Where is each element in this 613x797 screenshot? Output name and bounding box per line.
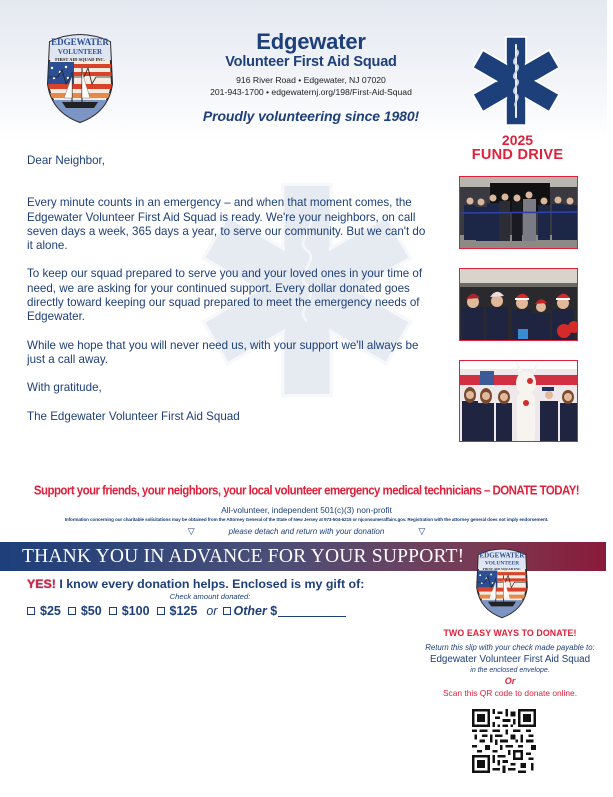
- closing: With gratitude,: [27, 381, 102, 395]
- letter-body: [27, 154, 432, 424]
- svg-text:FIRST AID SQUAD INC.: FIRST AID SQUAD INC.: [55, 57, 105, 62]
- donate-ways-title: TWO EASY WAYS TO DONATE!: [443, 628, 577, 638]
- scan-instructions: Scan this QR code to donate online.: [442, 688, 578, 698]
- star-of-life-icon: [470, 35, 562, 132]
- photo-mascot-group: [459, 360, 578, 442]
- banner-text: THANK YOU IN ADVANCE FOR YOUR SUPPORT!: [22, 546, 465, 567]
- org-subtitle: Volunteer First Aid Squad: [225, 54, 397, 70]
- greeting: Dear Neighbor,: [27, 154, 105, 167]
- triangle-down-icon: ▽: [418, 526, 426, 536]
- svg-text:VOLUNTEER: VOLUNTEER: [57, 48, 103, 56]
- envelope-note: in the enclosed envelope.: [470, 667, 550, 674]
- return-instructions: Return this slip with your check made payable to:: [425, 643, 595, 652]
- amount-option-other[interactable]: Other $: [223, 604, 277, 618]
- svg-text:EDGEWATER: EDGEWATER: [479, 551, 525, 560]
- checkbox[interactable]: [27, 607, 35, 615]
- donation-amount-options: [27, 604, 346, 618]
- fund-drive-title: [455, 133, 580, 163]
- amount-option-100[interactable]: $100: [109, 604, 150, 618]
- pledge-text: I know every donation helps. Enclosed is my gift of:: [55, 577, 365, 591]
- checkbox[interactable]: [157, 607, 165, 615]
- signature: The Edgewater Volunteer First Aid Squad: [27, 409, 240, 423]
- detach-instructions: [0, 526, 613, 537]
- photo-ribbon-cutting: [459, 176, 578, 249]
- checkbox[interactable]: [68, 607, 76, 615]
- address: 916 River Road • Edgewater, NJ 07020: [236, 75, 386, 85]
- letter-paragraph: Every minute counts in an emergency – and when that moment comes, the Edgewater Volunteer First Aid Squad is ready. We're your neighbors, on call seven days a week, 365 days a year, to serve our community. But we can't do it alone.: [27, 196, 426, 253]
- svg-text:FIRST AID SQUAD INC.: FIRST AID SQUAD INC.: [482, 566, 522, 571]
- tagline: Proudly volunteering since 1980!: [202, 108, 420, 124]
- yes-label: YES!: [27, 577, 56, 591]
- fund-drive-label: FUND DRIVE: [471, 147, 564, 163]
- nonprofit-status: All-volunteer, independent 501(c)(3) non-profit: [221, 505, 392, 515]
- svg-text:VOLUNTEER: VOLUNTEER: [484, 560, 520, 567]
- svg-text:EDGEWATER: EDGEWATER: [51, 37, 109, 47]
- check-amount-label: Check amount donated:: [169, 592, 251, 601]
- amount-option-125[interactable]: $125: [157, 604, 198, 618]
- payee-name: Edgewater Volunteer First Aid Squad: [429, 654, 591, 665]
- detach-text: please detach and return with your donation: [228, 527, 385, 536]
- fund-drive-year: 2025: [501, 132, 534, 148]
- amount-option-50[interactable]: $50: [68, 604, 102, 618]
- legal-disclaimer: Information concerning our charitable solicitations may be obtained from the Attorney General of the State of New Jersey at 973-504-6215 or njconsumeraffairs.gov. Registration with the attorney general does not imply endorsement.: [64, 517, 549, 522]
- squad-badge-logo-small: [474, 547, 530, 619]
- triangle-down-icon: ▽: [187, 526, 195, 536]
- header-center: [180, 30, 442, 124]
- letter-paragraph: To keep our squad prepared to serve you and your loved ones in your time of need, we are asking for your continued support. Every dollar donated goes directly toward keeping our squad prepared to meet the emergency needs of Edgewater.: [27, 267, 423, 324]
- checkbox[interactable]: [109, 607, 117, 615]
- appeal-headline: Support your friends, your neighbors, your local volunteer emergency medical technicians – DONATE TODAY!: [33, 484, 580, 498]
- squad-badge-logo: [44, 32, 116, 124]
- org-name: Edgewater: [256, 29, 366, 54]
- contact-line: 201-943-1700 • edgewaternj.org/198/First-Aid-Squad: [210, 87, 412, 97]
- other-amount-field[interactable]: [278, 605, 346, 617]
- page-right-edge: [607, 0, 613, 797]
- photo-holiday-group: [459, 268, 578, 341]
- or-divider: Or: [504, 676, 516, 686]
- donation-qr-code[interactable]: [472, 709, 536, 773]
- amount-option-25[interactable]: $25: [27, 604, 61, 618]
- letter-paragraph: While we hope that you will never need us, with your support we'll always be just a call away.: [27, 338, 419, 366]
- or-label: or: [206, 604, 218, 618]
- checkbox[interactable]: [223, 607, 231, 615]
- pledge-line: [27, 577, 364, 591]
